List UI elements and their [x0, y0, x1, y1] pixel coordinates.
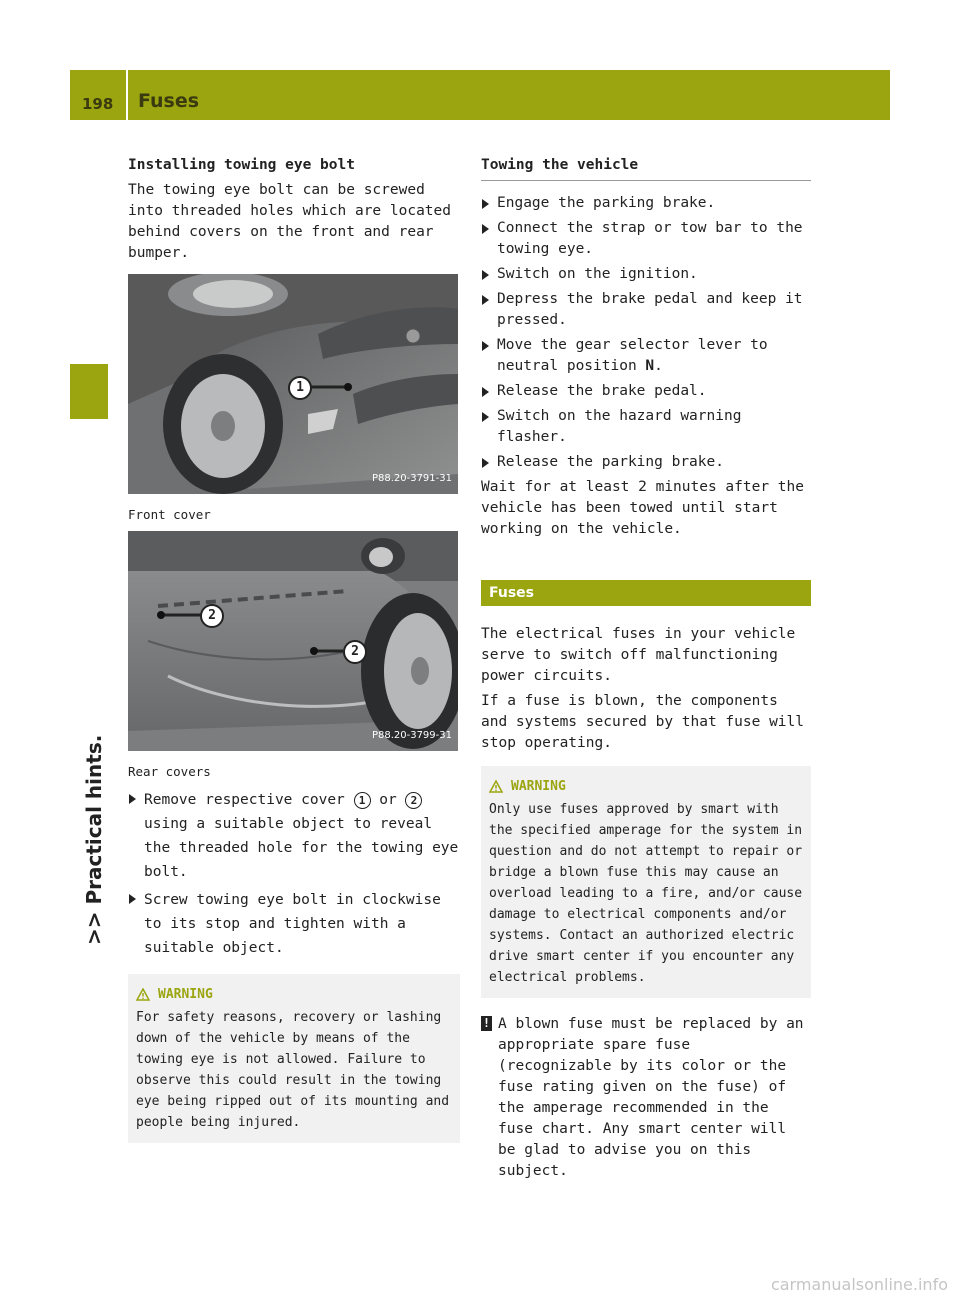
warning-triangle-icon	[489, 780, 503, 793]
callout-1: 1	[288, 376, 312, 400]
exclamation-icon: !	[482, 1016, 491, 1030]
warning-box	[128, 974, 460, 1143]
callout-2a: 2	[200, 604, 224, 628]
side-tab	[70, 430, 130, 950]
list-item: Release the parking brake.	[481, 452, 811, 473]
ref-2: 2	[405, 792, 422, 809]
rear-covers-figure	[128, 531, 458, 751]
list-item: Move the gear selector lever to neutral position N.	[481, 335, 811, 377]
fuses-paragraph-2: If a fuse is blown, the components and systems secured by that fuse will stop operating.	[481, 693, 805, 751]
note-text: A blown fuse must be replaced by an appropriate spare fuse (recognizable by its color or the fuse rating given on the fuse) of the amperage recommended in the fuse chart. Any smart center will be glad to advise you on this subject.	[498, 1016, 804, 1179]
list-item: Engage the parking brake.	[481, 193, 811, 214]
front-cover-caption: Front cover	[128, 507, 211, 522]
gear-n: N	[645, 358, 655, 374]
side-tab-label: >> Practical hints.	[82, 734, 106, 945]
towing-eye-intro: The towing eye bolt can be screwed into threaded holes which are located behind covers on the front and rear bumper.	[128, 182, 452, 261]
figure-code: P88.20-3799-31	[371, 730, 452, 741]
list-item: Switch on the hazard warning flasher.	[481, 406, 811, 448]
warning-header	[489, 776, 803, 797]
rear-bumper-illustration	[128, 531, 458, 751]
header-divider	[126, 70, 128, 120]
left-column	[128, 155, 460, 1143]
rear-covers-caption: Rear covers	[128, 764, 211, 779]
fuses-section-bar: Fuses	[481, 580, 811, 606]
right-column	[481, 155, 811, 1182]
fuses-paragraph-1: The electrical fuses in your vehicle serve to switch off malfunctioning power circuits.	[481, 626, 796, 684]
warning-header	[136, 984, 452, 1005]
fuse-note	[481, 1014, 811, 1182]
warning-triangle-icon	[136, 988, 150, 1001]
front-cover-figure	[128, 274, 458, 494]
ref-1: 1	[354, 792, 371, 809]
towing-steps	[481, 193, 811, 473]
warning-label: WARNING	[158, 987, 213, 1002]
figure-code: P88.20-3791-31	[371, 473, 452, 484]
list-item: Depress the brake pedal and keep it pressed.	[481, 289, 811, 331]
page-number: 198	[82, 95, 114, 113]
fuse-warning-box	[481, 766, 811, 998]
warning-text: Only use fuses approved by smart with the specified amperage for the system in question and do not attempt to repair or bridge a blown fuse this may cause an overload leading to a fire, and/or cause damage to electrical components and/or systems. Contact an authorized electric drive smart center if you encounter any electrical problems.	[489, 802, 803, 985]
list-item: Switch on the ignition.	[481, 264, 811, 285]
towing-eye-heading: Installing towing eye bolt	[128, 157, 355, 173]
towing-eye-steps	[128, 788, 460, 960]
list-item: Remove respective cover 1 or 2 using a suitable object to reveal the threaded hole for the towing eye bolt.	[128, 788, 460, 884]
warning-text: For safety reasons, recovery or lashing down of the vehicle by means of the towing eye is not allowed. Failure to observe this could result in the towing eye being ripped out of its mounting and people being injured.	[136, 1010, 450, 1130]
list-item: Connect the strap or tow bar to the towing eye.	[481, 218, 811, 260]
list-item: Screw towing eye bolt in clockwise to its stop and tighten with a suitable object.	[128, 888, 460, 960]
warning-label: WARNING	[511, 779, 566, 794]
list-item: Release the brake pedal.	[481, 381, 811, 402]
callout-2b: 2	[343, 640, 367, 664]
side-tab-marker	[70, 364, 108, 419]
watermark: carmanualsonline.info	[770, 1275, 948, 1294]
towing-vehicle-heading: Towing the vehicle	[481, 155, 811, 181]
section-title: Fuses	[138, 90, 200, 112]
wait-paragraph: Wait for at least 2 minutes after the vehicle has been towed until start working on the vehicle.	[481, 479, 805, 537]
